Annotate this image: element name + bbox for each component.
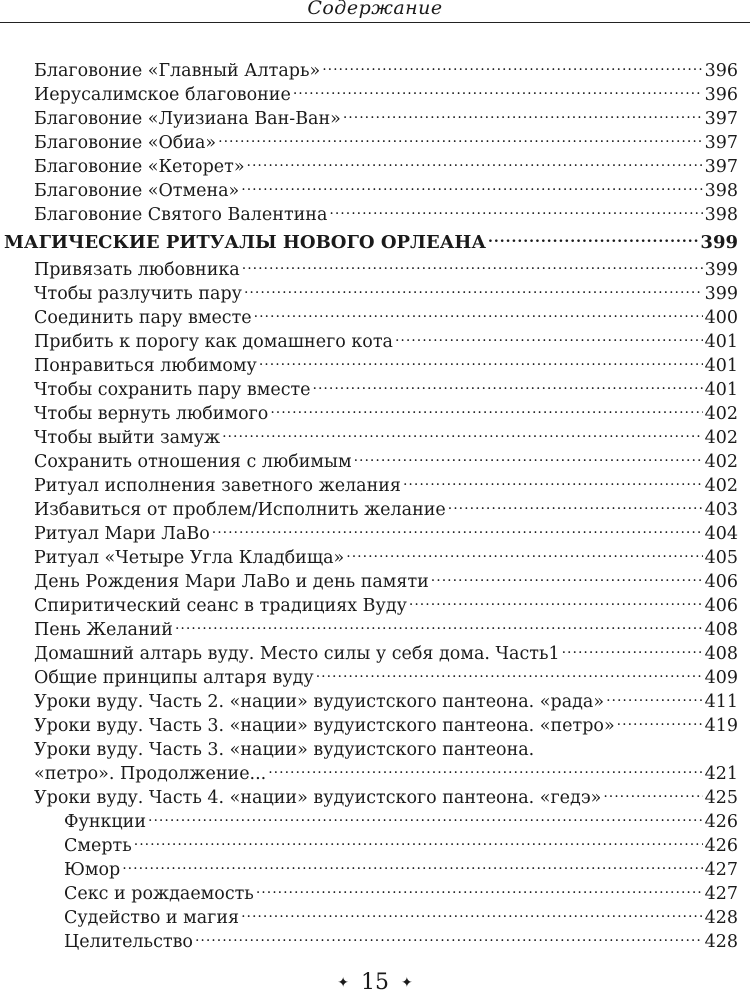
toc-entry-title: Уроки вуду. Часть 3. «нации» вудуистского пантеона. — [34, 740, 535, 760]
dot-leader — [606, 690, 703, 707]
toc-entry-page: 402 — [704, 428, 738, 448]
dot-leader — [242, 258, 703, 275]
dot-leader — [270, 402, 702, 419]
toc-entry-page: 411 — [704, 692, 738, 712]
toc-entry-page: 397 — [704, 133, 738, 153]
toc-entry-title: Иерусалимское благовоние — [34, 85, 291, 105]
dot-leader — [448, 498, 703, 515]
toc-subentry-page: 427 — [704, 860, 738, 880]
running-header — [0, 0, 750, 23]
toc-subentry — [34, 834, 738, 858]
toc-entry — [34, 474, 738, 498]
toc-entry-title: Ритуал исполнения заветного желания — [34, 476, 401, 496]
dot-leader — [488, 231, 698, 248]
toc-entry — [34, 570, 738, 594]
toc-entry-page: 399 — [704, 260, 738, 280]
toc-entry — [34, 155, 738, 179]
toc-entry-title: Пень Желаний — [34, 620, 173, 640]
toc-entry — [34, 179, 738, 203]
toc-entry-title: Привязать любовника — [34, 260, 240, 280]
toc-subentry — [34, 858, 738, 882]
toc-entry-title: Благовоние «Кеторет» — [34, 157, 245, 177]
dot-leader — [313, 378, 703, 395]
toc-entry-page: 408 — [704, 644, 738, 664]
toc-entry-page: 401 — [704, 380, 738, 400]
toc-entry — [34, 642, 738, 666]
toc-entry-title: Благовоние «Луизиана Ван-Ван» — [34, 109, 341, 129]
toc-entry — [34, 83, 738, 107]
toc-subentry-page: 426 — [704, 812, 738, 832]
toc-entry-page: 409 — [704, 668, 738, 688]
toc-subentry-page: 427 — [704, 884, 738, 904]
toc-subentry — [34, 882, 738, 906]
page-footer — [0, 970, 750, 995]
toc-subentry-title: Смерть — [64, 836, 132, 856]
toc-entry-title: Благовоние «Главный Алтарь» — [34, 61, 321, 81]
toc-entry-page: 398 — [704, 205, 738, 225]
ornament-left-icon: ✦ — [337, 975, 349, 991]
page-number: 15 — [361, 970, 389, 995]
dot-leader — [343, 107, 703, 124]
toc-entry-title: День Рождения Мари ЛаВо и день памяти — [34, 572, 429, 592]
dot-leader — [134, 834, 703, 851]
dot-leader — [409, 594, 703, 611]
toc-entry-page: 401 — [704, 356, 738, 376]
toc-entry-page: 397 — [704, 157, 738, 177]
toc-entry — [34, 498, 738, 522]
toc-entry-page: 397 — [704, 109, 738, 129]
toc-subentry-page: 426 — [704, 836, 738, 856]
toc-entry — [34, 714, 738, 738]
toc-entry — [34, 59, 738, 83]
dot-leader — [346, 546, 702, 563]
toc-entry — [34, 546, 738, 570]
toc-subentry — [34, 930, 738, 954]
toc-entry-page: 396 — [704, 85, 738, 105]
toc-entry — [34, 306, 738, 330]
toc-entry-title: Чтобы разлучить пару — [34, 284, 242, 304]
toc-entry-page: 400 — [704, 308, 738, 328]
dot-leader — [254, 306, 703, 323]
toc-entry — [34, 258, 738, 282]
toc-entry — [34, 282, 738, 306]
toc-entry-title: Соединить пару вместе — [34, 308, 252, 328]
toc-chapter-title: МАГИЧЕСКИЕ РИТУАЛЫ НОВОГО ОРЛЕАНА — [4, 232, 487, 253]
toc-entry-title: Домашний алтарь вуду. Место силы у себя дома. Часть1 — [34, 644, 560, 664]
dot-leader — [241, 906, 703, 923]
dot-leader — [122, 858, 702, 875]
toc-entry-page: 399 — [704, 284, 738, 304]
toc-entry-page: 408 — [704, 620, 738, 640]
dot-leader — [212, 522, 703, 539]
ornament-right-icon: ✦ — [401, 975, 413, 991]
dot-leader — [603, 786, 702, 803]
toc-entry-page: 403 — [704, 500, 738, 520]
toc-entry — [34, 786, 738, 810]
toc-entry-title: Понравиться любимому — [34, 356, 257, 376]
toc-entry — [34, 378, 738, 402]
dot-leader — [329, 203, 702, 220]
dot-leader — [175, 618, 703, 635]
toc-entry — [34, 618, 738, 642]
toc-subentry-page: 428 — [704, 908, 738, 928]
toc-subentry-title: Функции — [64, 812, 147, 832]
toc-subentry — [34, 906, 738, 930]
toc-entry — [34, 107, 738, 131]
toc-entry-title: Общие принципы алтаря вуду — [34, 668, 314, 688]
toc-entry-title: Ритуал Мари ЛаВо — [34, 524, 210, 544]
toc-entry-page: 406 — [704, 572, 738, 592]
dot-leader — [195, 930, 703, 947]
toc-entry — [34, 690, 738, 714]
toc-entry — [34, 522, 738, 546]
toc-entry-title: Спиритический сеанс в традициях Вуду — [34, 596, 407, 616]
toc-subentry — [34, 810, 738, 834]
toc-entry-title: Ритуал «Четыре Угла Кладбища» — [34, 548, 345, 568]
toc-entry — [34, 762, 738, 786]
dot-leader — [617, 714, 703, 731]
toc-entry — [34, 594, 738, 618]
toc-entry-title: Благовоние Святого Валентина — [34, 205, 328, 225]
toc-entry-title-continued: «петро». Продолжение... — [34, 764, 267, 784]
toc-subentry-title: Судейство и магия — [64, 908, 240, 928]
dot-leader — [316, 666, 703, 683]
toc-entry-page: 405 — [704, 548, 738, 568]
dot-leader — [247, 155, 703, 172]
toc-subentry-title: Юмор — [64, 860, 121, 880]
dot-leader — [241, 179, 702, 196]
toc-entry — [34, 402, 738, 426]
dot-leader — [259, 354, 703, 371]
toc-entry — [34, 450, 738, 474]
toc-entry-page: 401 — [704, 332, 738, 352]
toc-chapter-heading — [4, 231, 738, 255]
toc-entry-title: Уроки вуду. Часть 4. «нации» вудуистского пантеона. «гедэ» — [34, 788, 602, 808]
toc-entry-page: 419 — [704, 716, 738, 736]
toc-entry-title: Чтобы сохранить пару вместе — [34, 380, 311, 400]
toc-entry-title: Сохранить отношения с любимым — [34, 452, 352, 472]
toc-entry — [34, 203, 738, 227]
toc-chapter-page: 399 — [700, 232, 738, 253]
toc-entry-title: Благовоние «Отмена» — [34, 181, 240, 201]
toc-subentry-page: 428 — [704, 932, 738, 952]
toc-entry — [34, 131, 738, 155]
dot-leader — [244, 282, 703, 299]
toc-entry-title: Прибить к порогу как домашнего кота — [34, 332, 393, 352]
dot-leader — [431, 570, 703, 587]
table-of-contents — [4, 59, 738, 954]
dot-leader — [322, 59, 702, 76]
toc-entry-page: 404 — [704, 524, 738, 544]
header-title: Содержание — [307, 0, 443, 19]
toc-entry-page: 398 — [704, 181, 738, 201]
dot-leader — [268, 762, 702, 779]
toc-entry-page: 406 — [704, 596, 738, 616]
toc-entry-page: 396 — [704, 61, 738, 81]
toc-entry-line1 — [34, 738, 738, 762]
toc-subentry-title: Секс и рождаемость — [64, 884, 254, 904]
toc-entry-page: 402 — [704, 452, 738, 472]
toc-entry — [34, 666, 738, 690]
dot-leader — [293, 83, 703, 100]
dot-leader — [256, 882, 703, 899]
toc-entry-title: Чтобы выйти замуж — [34, 428, 221, 448]
toc-subentry-title: Целительство — [64, 932, 193, 952]
toc-entry-page: 425 — [704, 788, 738, 808]
toc-entry — [34, 426, 738, 450]
dot-leader — [222, 426, 702, 443]
dot-leader — [218, 131, 702, 148]
toc-entry-title: Благовоние «Обиа» — [34, 133, 217, 153]
dot-leader — [403, 474, 703, 491]
toc-entry — [34, 330, 738, 354]
toc-entry-title: Чтобы вернуть любимого — [34, 404, 269, 424]
dot-leader — [148, 810, 703, 827]
dot-leader — [354, 450, 703, 467]
toc-entry-title: Уроки вуду. Часть 2. «нации» вудуистского пантеона. «рада» — [34, 692, 605, 712]
dot-leader — [395, 330, 703, 347]
toc-entry-page: 402 — [704, 404, 738, 424]
toc-entry-title: Уроки вуду. Часть 3. «нации» вудуистского пантеона. «петро» — [34, 716, 615, 736]
toc-entry-page: 402 — [704, 476, 738, 496]
toc-entry-title: Избавиться от проблем/Исполнить желание — [34, 500, 446, 520]
toc-entry-page: 421 — [704, 764, 738, 784]
toc-entry — [34, 354, 738, 378]
dot-leader — [562, 642, 703, 659]
